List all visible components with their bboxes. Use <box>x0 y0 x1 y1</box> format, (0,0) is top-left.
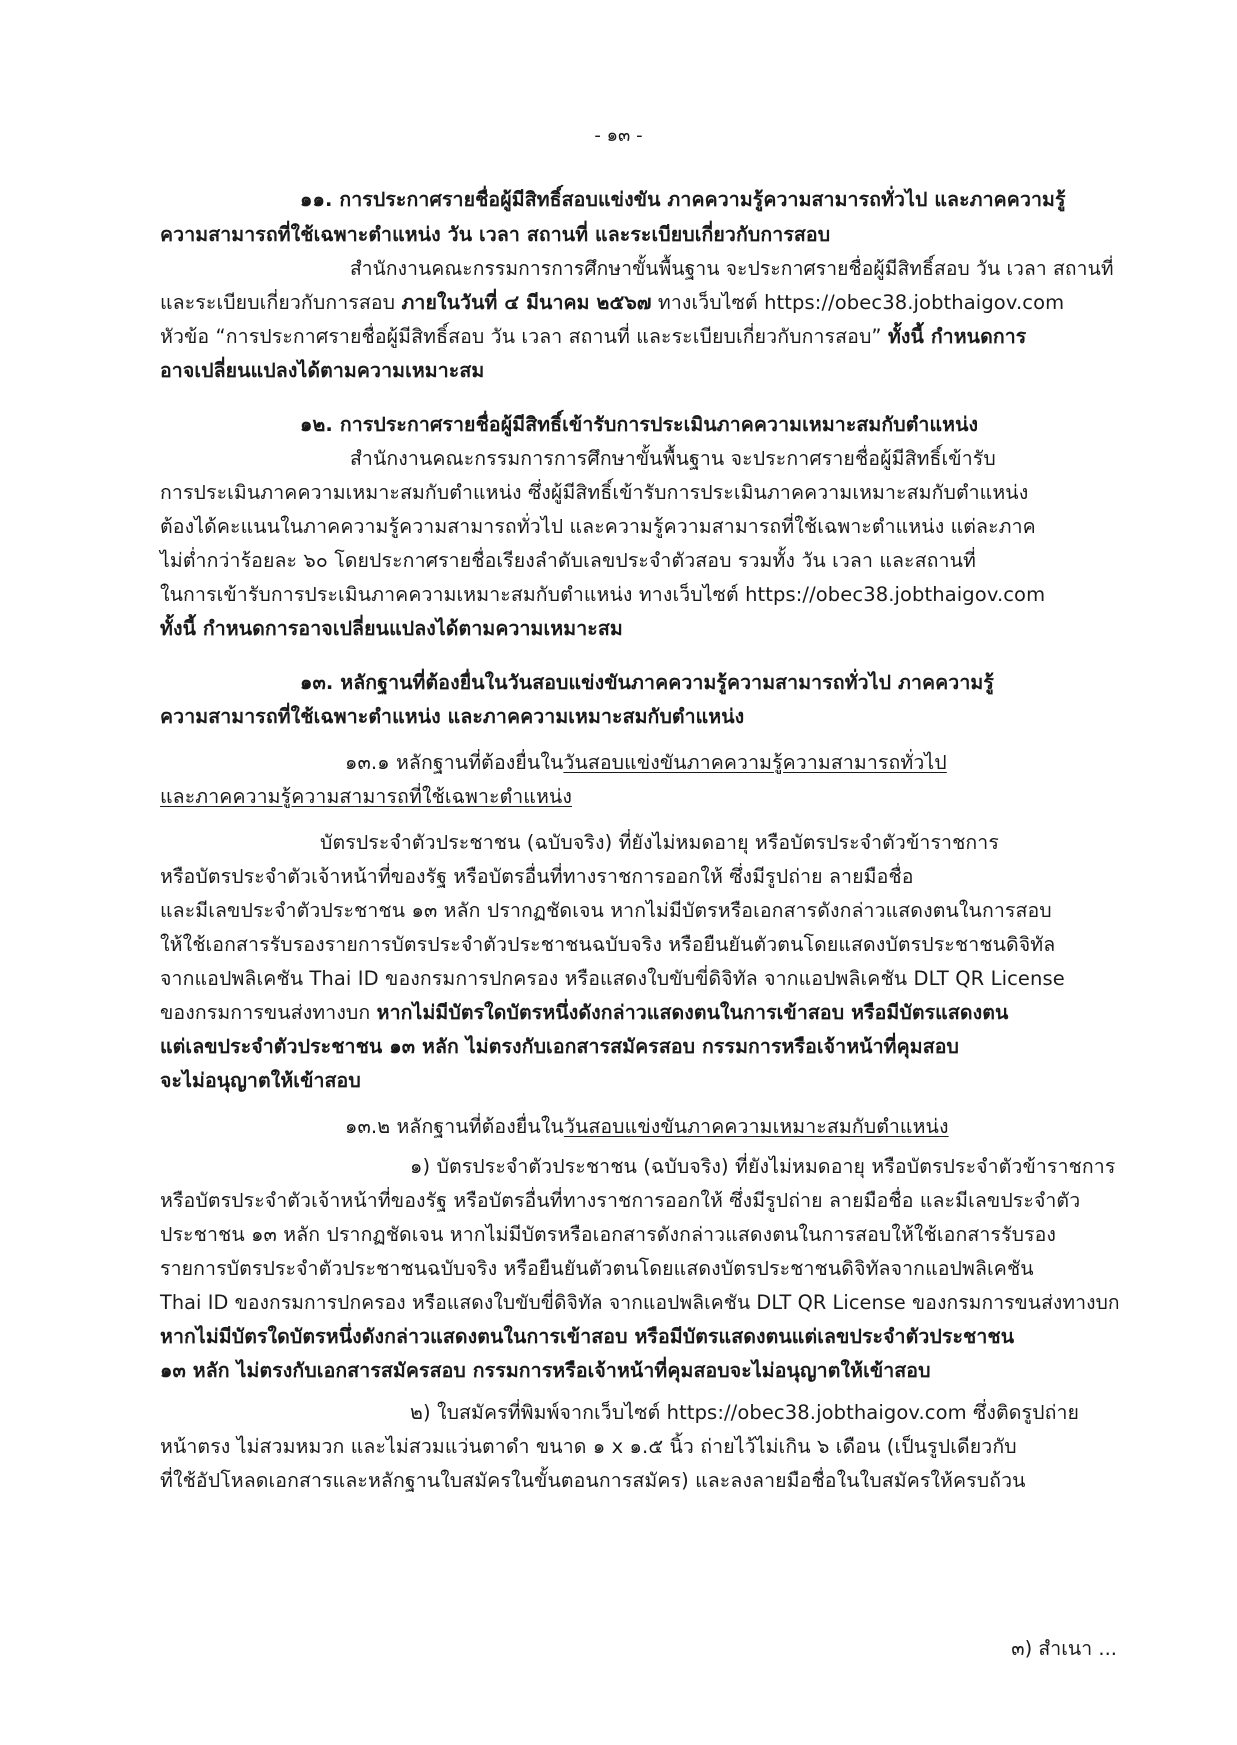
section-13-1-para-line: จะไม่อนุญาตให้เข้าสอบ <box>160 1069 361 1092</box>
section-13-2-item-1-line: หากไม่มีบัตรใดบัตรหนึ่งดังกล่าวแสดงตนในการเข้าสอบ หรือมีบัตรแสดงตนแต่เลขประจำตัวประชาชน <box>160 1325 1015 1348</box>
section-13-2-item-1-line: หรือบัตรประจำตัวเจ้าหน้าที่ของรัฐ หรือบัตรอื่นที่ทางราชการออกให้ ซึ่งมีรูปถ่าย ลายมือชื่อ และมีเลขประจำตัว <box>160 1189 1081 1212</box>
section-12-para-line: ไม่ต่ำกว่าร้อยละ ๖๐ โดยประกาศรายชื่อเรียงลำดับเลขประจำตัวสอบ รวมทั้ง วัน เวลา และสถานที่ <box>160 549 976 572</box>
section-11-para-line: อาจเปลี่ยนแปลงได้ตามความเหมาะสม <box>160 359 485 382</box>
section-13-2-heading: ๑๓.๒ หลักฐานที่ต้องยื่นในวันสอบแข่งขันภาคความเหมาะสมกับตำแหน่ง <box>345 1115 949 1138</box>
section-13-2-item-1-line: ประชาชน ๑๓ หลัก ปรากฏชัดเจน หากไม่มีบัตรหรือเอกสารดังกล่าวแสดงตนในการสอบให้ใช้เอกสารรับรอง <box>160 1223 1057 1246</box>
section-13-1-heading-cont: และภาคความรู้ความสามารถที่ใช้เฉพาะตำแหน่ง <box>160 785 572 808</box>
section-11-heading: ๑๑. การประกาศรายชื่อผู้มีสิทธิ์สอบแข่งขัน ภาคความรู้ความสามารถทั่วไป และภาคความรู้ <box>300 188 1066 211</box>
section-13-1-heading: ๑๓.๑ หลักฐานที่ต้องยื่นในวันสอบแข่งขันภาคความรู้ความสามารถทั่วไป <box>345 751 947 774</box>
section-12-heading: ๑๒. การประกาศรายชื่อผู้มีสิทธิ์เข้ารับการประเมินภาคความเหมาะสมกับตำแหน่ง <box>300 413 979 436</box>
section-13-1-para-line: หรือบัตรประจำตัวเจ้าหน้าที่ของรัฐ หรือบัตรอื่นที่ทางราชการออกให้ ซึ่งมีรูปถ่าย ลายมือชื่อ <box>160 865 914 888</box>
page-number: - ๑๓ - <box>594 125 643 146</box>
continuation-note: ๓) สำเนา ... <box>1011 1637 1117 1660</box>
section-13-1-para-line: จากแอปพลิเคชัน Thai ID ของกรมการปกครอง หรือแสดงใบขับขี่ดิจิทัล จากแอปพลิเคชัน DLT QR License <box>160 967 1065 990</box>
section-11-para-line: หัวข้อ “การประกาศรายชื่อผู้มีสิทธิ์สอบ วัน เวลา สถานที่ และระเบียบเกี่ยวกับการสอบ” ทั้งนี้ กำหนดการ <box>160 325 1027 348</box>
section-12-para-line: ต้องได้คะแนนในภาคความรู้ความสามารถทั่วไป และความรู้ความสามารถที่ใช้เฉพาะตำแหน่ง แต่ละภาค <box>160 515 1036 538</box>
section-12-para-line: ในการเข้ารับการประเมินภาคความเหมาะสมกับตำแหน่ง ทางเว็บไซต์ https://obec38.jobthaigov.com <box>160 583 1046 606</box>
section-13-2-item-2-line: หน้าตรง ไม่สวมหมวก และไม่สวมแว่นตาดำ ขนาด ๑ x ๑.๕ นิ้ว ถ่ายไว้ไม่เกิน ๖ เดือน (เป็นรูปเดียวกับ <box>160 1435 1017 1458</box>
section-13-2-item-1-line: ๑) บัตรประจำตัวประชาชน (ฉบับจริง) ที่ยังไม่หมดอายุ หรือบัตรประจำตัวข้าราชการ <box>410 1155 1116 1178</box>
section-13-2-item-1-line: Thai ID ของกรมการปกครอง หรือแสดงใบขับขี่ดิจิทัล จากแอปพลิเคชัน DLT QR License ของกรมการขนส่งทางบก <box>160 1291 1120 1314</box>
section-11-para-line: และระเบียบเกี่ยวกับการสอบ ภายในวันที่ ๔ มีนาคม ๒๕๖๗ ทางเว็บไซต์ https://obec38.jobthaigov.com <box>160 291 1065 314</box>
section-13-2-item-2-line: ที่ใช้อัปโหลดเอกสารและหลักฐานใบสมัครในขั้นตอนการสมัคร) และลงลายมือชื่อในใบสมัครให้ครบถ้วน <box>160 1469 1026 1492</box>
section-13-heading-cont: ความสามารถที่ใช้เฉพาะตำแหน่ง และภาคความเหมาะสมกับตำแหน่ง <box>160 705 745 728</box>
section-13-2-item-2-line: ๒) ใบสมัครที่พิมพ์จากเว็บไซต์ https://obec38.jobthaigov.com ซึ่งติดรูปถ่าย <box>410 1401 1080 1424</box>
section-13-2-item-1-line: รายการบัตรประจำตัวประชาชนฉบับจริง หรือยืนยันตัวตนโดยแสดงบัตรประชาชนดิจิทัลจากแอปพลิเคชัน <box>160 1257 1034 1280</box>
section-13-1-para-line: บัตรประจำตัวประชาชน (ฉบับจริง) ที่ยังไม่หมดอายุ หรือบัตรประจำตัวข้าราชการ <box>320 831 999 854</box>
section-11-heading-cont: ความสามารถที่ใช้เฉพาะตำแหน่ง วัน เวลา สถานที่ และระเบียบเกี่ยวกับการสอบ <box>160 223 831 246</box>
section-12-para-line: สำนักงานคณะกรรมการการศึกษาขั้นพื้นฐาน จะประกาศรายชื่อผู้มีสิทธิ์เข้ารับ <box>350 447 996 470</box>
section-13-1-para-line: แต่เลขประจำตัวประชาชน ๑๓ หลัก ไม่ตรงกับเอกสารสมัครสอบ กรรมการหรือเจ้าหน้าที่คุมสอบ <box>160 1035 960 1058</box>
section-13-1-para-line: ให้ใช้เอกสารรับรองรายการบัตรประจำตัวประชาชนฉบับจริง หรือยืนยันตัวตนโดยแสดงบัตรประชาชนดิจิทัล <box>160 933 1056 956</box>
announcement-date: ภายในวันที่ ๔ มีนาคม ๒๕๖๗ <box>401 291 652 314</box>
section-11-para-line: สำนักงานคณะกรรมการการศึกษาขั้นพื้นฐาน จะประกาศรายชื่อผู้มีสิทธิ์สอบ วัน เวลา สถานที่ <box>350 257 1114 280</box>
section-13-heading: ๑๓. หลักฐานที่ต้องยื่นในวันสอบแข่งขันภาคความรู้ความสามารถทั่วไป ภาคความรู้ <box>300 671 994 694</box>
section-12-para-line: ทั้งนี้ กำหนดการอาจเปลี่ยนแปลงได้ตามความเหมาะสม <box>160 617 623 640</box>
section-13-1-para-line: ของกรมการขนส่งทางบก หากไม่มีบัตรใดบัตรหนึ่งดังกล่าวแสดงตนในการเข้าสอบ หรือมีบัตรแสดงตน <box>160 1001 1009 1024</box>
section-13-1-para-line: และมีเลขประจำตัวประชาชน ๑๓ หลัก ปรากฏชัดเจน หากไม่มีบัตรหรือเอกสารดังกล่าวแสดงตนในการสอบ <box>160 899 1052 922</box>
section-12-para-line: การประเมินภาคความเหมาะสมกับตำแหน่ง ซึ่งผู้มีสิทธิ์เข้ารับการประเมินภาคความเหมาะสมกับตำแหน่ง <box>160 481 1029 504</box>
section-13-2-item-1-line: ๑๓ หลัก ไม่ตรงกับเอกสารสมัครสอบ กรรมการหรือเจ้าหน้าที่คุมสอบจะไม่อนุญาตให้เข้าสอบ <box>160 1359 931 1382</box>
